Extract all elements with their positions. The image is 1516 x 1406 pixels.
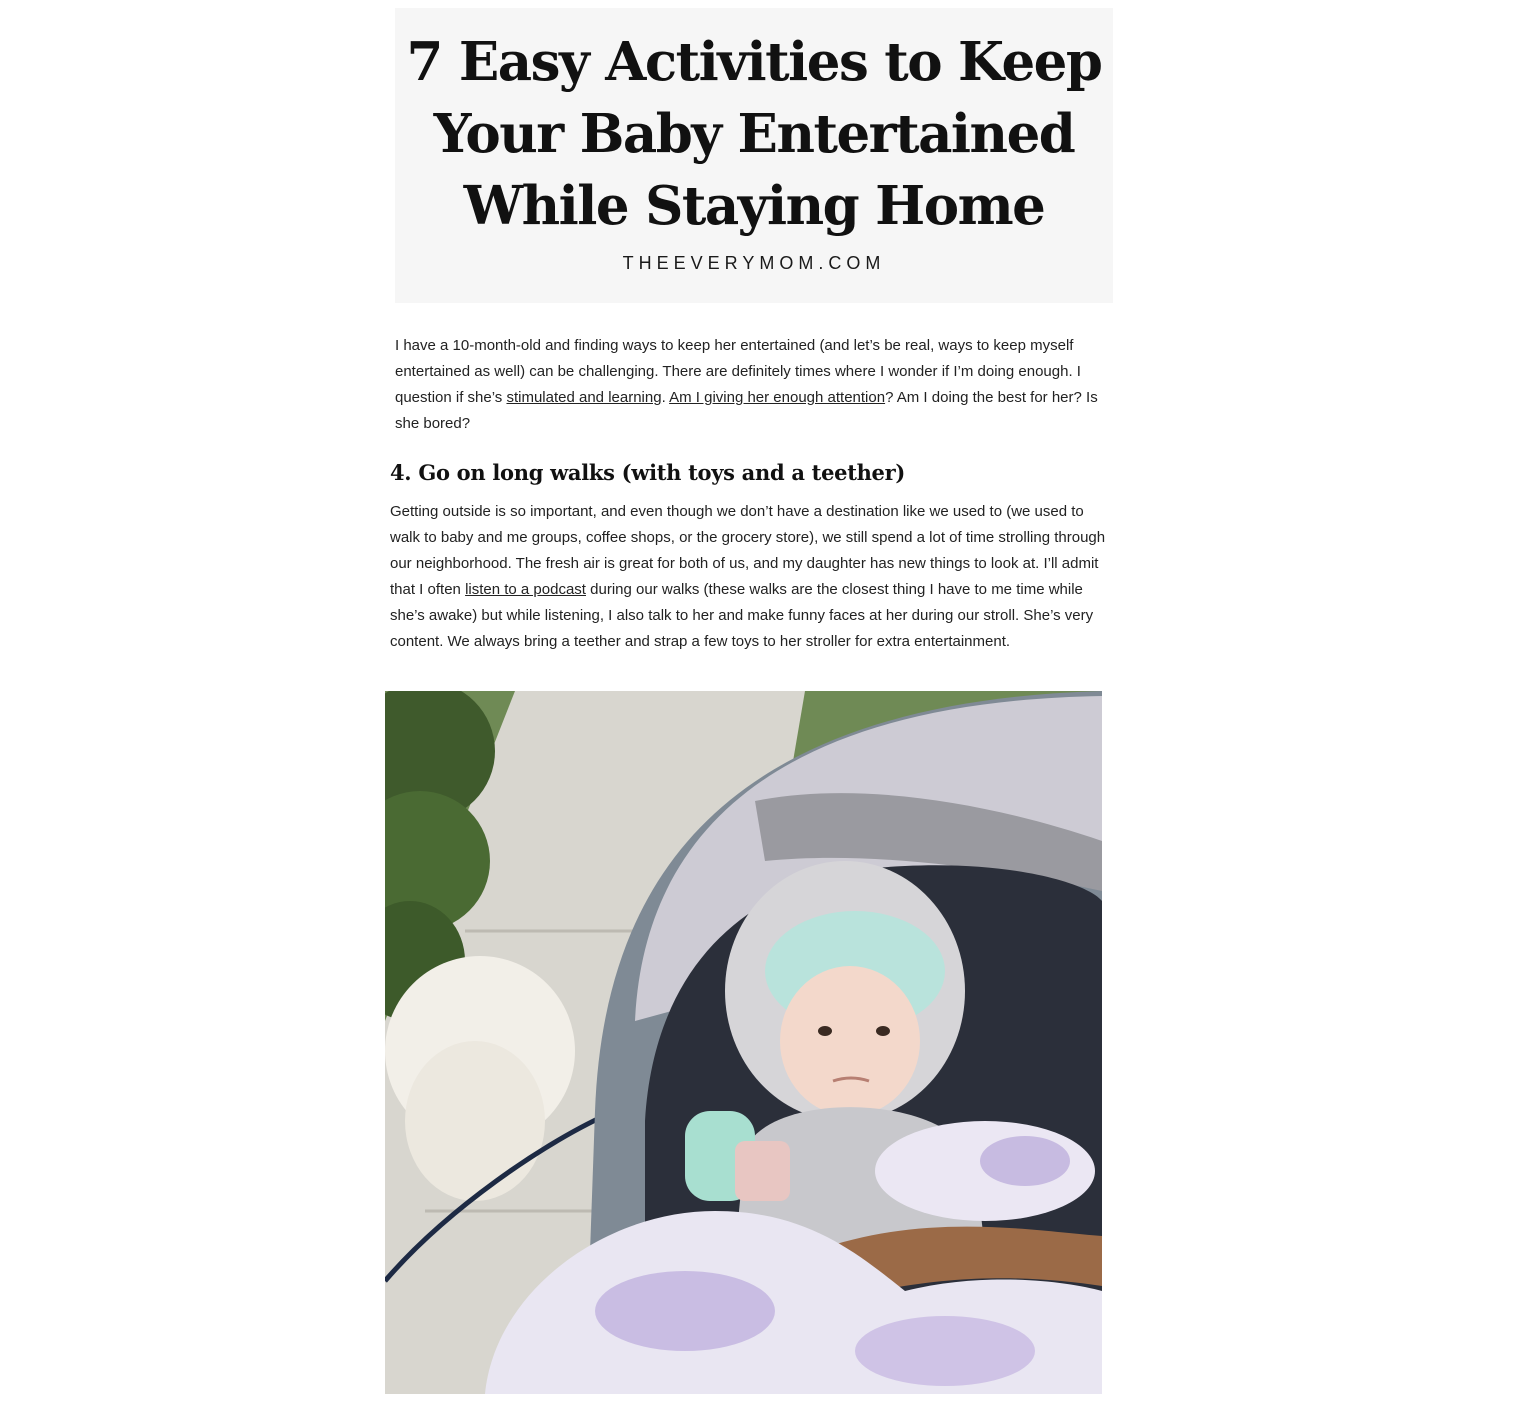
section-text-2: during our walks (these walks are the closest thing I have to me time while she’s awake) but while listening, I also talk to her and make funny faces at her during our stroll. She’s very content. We always bring a teether and strap a few toys to her stroller for extra entertainment. — [390, 581, 1094, 650]
baby-stroller-photo — [385, 691, 1102, 1394]
intro-text-2: . — [661, 389, 670, 406]
stimulated-learning-link[interactable]: stimulated and learning — [506, 389, 662, 406]
hero-title-line-1: 7 Easy Activities to Keep — [406, 31, 1102, 93]
podcast-link[interactable]: listen to a podcast — [465, 581, 586, 598]
hero-title — [395, 8, 1113, 242]
section-paragraph — [390, 499, 1110, 655]
hero-banner — [395, 8, 1113, 303]
hero-site-name: THEEVERYMOM.COM — [622, 253, 886, 273]
section-text-1: Getting outside is so important, and even though we don’t have a destination like we used to (we used to walk to baby and me groups, coffee shops, or the grocery store), we still spend a lot of time strolling through our neighborhood. The fresh air is great for both of us, and my daughter has new things to look at. I’ll admit that I often — [390, 503, 1106, 598]
hero-title-line-2: Your Baby Entertained — [433, 103, 1075, 165]
intro-text-1: I have a 10-month-old and finding ways to keep her entertained (and let’s be real, ways to keep myself entertained as well) can be challenging. There are definitely times where I wonder if I’m doing enough. I question if she’s — [395, 337, 1081, 406]
intro-paragraph — [395, 333, 1115, 437]
section-heading: 4. Go on long walks (with toys and a teether) — [390, 460, 906, 485]
enough-attention-link[interactable]: Am I giving her enough attention — [669, 389, 886, 406]
hero-title-line-3: While Staying Home — [463, 175, 1045, 237]
intro-text-3: ? Am I doing the best for her? Is she bored? — [395, 389, 1098, 432]
baby-face — [780, 966, 920, 1116]
photo-illustration — [385, 691, 1102, 1394]
